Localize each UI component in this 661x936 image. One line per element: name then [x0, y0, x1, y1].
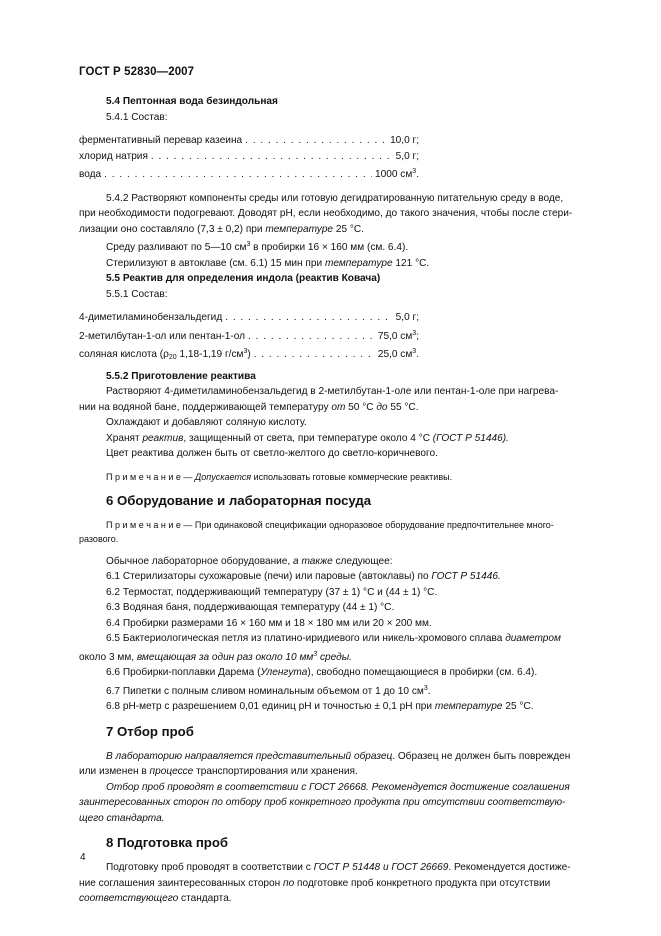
paragraph-sterilize: Стерилизуют в автоклаве (см. 6.1) 15 мин при температуре 121 °С. — [106, 257, 430, 269]
item-6-8: 6.8 pH-метр с разрешением 0,01 единиц pH и точностью ± 0,1 pH при температуре 25 °С. — [106, 701, 534, 712]
composition-list-5-5 — [79, 310, 588, 366]
paragraph-5-4-2-line3: лизации оно составляло (7,3 ± 0,2) при температуре 25 °С. — [79, 223, 365, 235]
paragraph-7-2-line2: заинтересованных сторон по отбору проб конкретного продукта при отсутствии соответствую- — [79, 797, 566, 808]
composition-item: соляная кислота ($\rho_{20}$ 1,18-1,19 $г/см^3$) . . . 25,0 $см^3$. — [79, 344, 419, 366]
composition-item: вода . . . 1000 $см^3$. — [79, 164, 419, 183]
paragraph-5-5-2-line2: нии на водяной бане, поддерживающей температуру от 50 °С до 55 °С. — [79, 401, 419, 413]
item-6-6: 6.6 Пробирки-поплавки Дарема (Уленгута), свободно помещающиеся в пробирки (см. 6.4). — [106, 667, 538, 678]
item-6-4: 6.4 Пробирки размерами 16 × 160 мм и 18 × 180 мм или 20 × 200 мм. — [106, 617, 432, 629]
section-5-4-1-label: 5.4.1 Состав: — [106, 111, 168, 123]
paragraph-5-4-2-line1: 5.4.2 Растворяют компоненты среды или готовую дегидратированную питательную среду в воде, — [106, 192, 564, 204]
section-5-5-title: 5.5 Реактив для определения индола (реактив Ковача) — [106, 273, 381, 284]
paragraph-5-5-2-line1: Растворяют 4-диметиламинобензальдегид в 2-метилбутан-1-оле или пентан-1-оле при нагрева- — [106, 386, 559, 397]
item-6-5-line1: 6.5 Бактериологическая петля из платино-иридиевого или никель-хромового сплава диаметром — [106, 633, 561, 644]
composition-item: ферментативный перевар казеина . . . 10,0 г; — [79, 133, 419, 149]
item-6-7: 6.7 Пипетки с полным сливом номинальным объемом от 1 до 10 $см^3$. — [106, 684, 431, 697]
paragraph-7-2-line3: щего стандарта. — [79, 812, 165, 824]
paragraph-8-line3: соответствующего стандарта. — [79, 893, 232, 904]
paragraph-color: Цвет реактива должен быть от светло-желтого до светло-коричневого. — [106, 448, 438, 459]
paragraph-pour: Среду разливают по 5—10 $см^3$ в пробирки 16 × 160 мм (см. 6.4). — [106, 241, 409, 253]
section-6-heading: 6 Оборудование и лабораторная посуда — [106, 492, 372, 508]
paragraph-6-intro: Обычное лабораторное оборудование, а также следующее: — [106, 555, 393, 567]
paragraph-cool: Охлаждают и добавляют соляную кислоту. — [106, 417, 307, 428]
section-5-5-1-label: 5.5.1 Состав: — [106, 288, 168, 300]
item-6-1: 6.1 Стерилизаторы сухожаровые (печи) или паровые (автоклавы) по ГОСТ Р 51446. — [106, 571, 501, 582]
document-header: ГОСТ Р 52830—2007 — [79, 66, 195, 78]
note-6-line2: разового. — [79, 533, 119, 544]
section-5-4-title: 5.4 Пептонная вода безиндольная — [106, 96, 278, 107]
paragraph-store: Хранят реактив, защищенный от света, при температуре около 4 °С (ГОСТ Р 51446). — [106, 432, 509, 444]
section-8-heading: 8 Подготовка проб — [106, 835, 229, 850]
page-number: 4 — [80, 852, 86, 863]
note-5-5: П р и м е ч а н и е — Допускается использовать готовые коммерческие реактивы. — [106, 471, 453, 482]
paragraph-8-line1: Подготовку проб проводят в соответствии с ГОСТ Р 51448 и ГОСТ 26669. Рекомендуется достиже- — [106, 862, 571, 873]
composition-item: 2-метилбутан-1-ол или пентан-1-ол . . . 75,0 $см^3$; — [79, 326, 419, 345]
paragraph-7-1-line2: или изменен в процессе транспортирования или хранения. — [79, 766, 358, 777]
document-body — [79, 94, 588, 907]
paragraph-7-1-line1: В лабораторию направляется представительный образец. Образец не должен быть поврежден — [106, 750, 571, 762]
section-7-heading: 7 Отбор проб — [106, 723, 194, 739]
composition-list-5-4 — [79, 133, 588, 183]
paragraph-7-2-line1: Отбор проб проводят в соответствии с ГОСТ 26668. Рекомендуется достижение соглашения — [106, 781, 570, 793]
item-6-2: 6.2 Термостат, поддерживающий температуру (37 ± 1) °С и (44 ± 1) °С. — [106, 586, 438, 598]
item-6-3: 6.3 Водяная баня, поддерживающая температуру (44 ± 1) °С. — [106, 602, 395, 613]
note-6-line1: П р и м е ч а н и е — При одинаковой спецификации одноразовое оборудование предпочтительнее много- — [106, 519, 554, 530]
composition-item: 4-диметиламинобензальдегид . . . 5,0 г; — [79, 310, 419, 326]
paragraph-8-line2: ние соглашения заинтересованных сторон по подготовке проб конкретного продукта при отсутствии — [79, 877, 551, 889]
paragraph-5-4-2-line2: при необходимости подогревают. Доводят pH, если необходимо, до такого значения, чтобы после стери- — [79, 208, 573, 219]
item-6-5-line2: около 3 мм, вмещающая за один раз около 10 $мм^3$ среды. — [79, 650, 352, 663]
section-5-5-2-title: 5.5.2 Приготовление реактива — [106, 370, 256, 382]
composition-item: хлорид натрия . . . 5,0 г; — [79, 149, 419, 165]
